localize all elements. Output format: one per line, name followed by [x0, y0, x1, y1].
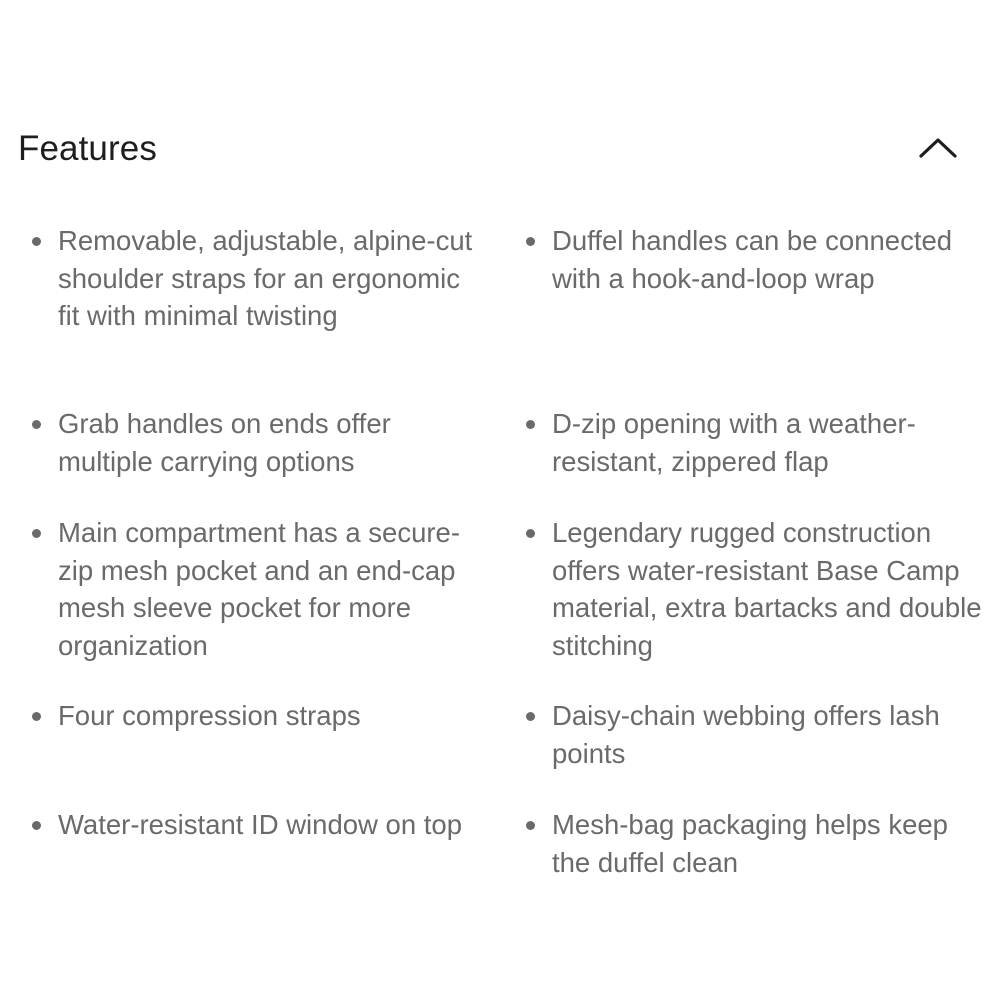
- feature-text: Daisy-chain webbing offers lash points: [552, 700, 940, 769]
- feature-text: Removable, adjustable, alpine-cut shoulder straps for an ergonomic fit with minimal twisting: [58, 225, 473, 331]
- feature-item: [524, 405, 984, 480]
- bullet-icon: [32, 712, 41, 721]
- bullet-icon: [32, 821, 41, 830]
- feature-item: [30, 514, 480, 664]
- feature-item: [524, 697, 984, 772]
- feature-text: Legendary rugged construction offers water-resistant Base Camp material, extra bartacks and double stitching: [552, 517, 982, 661]
- feature-item: [30, 405, 480, 480]
- feature-text: D-zip opening with a weather-resistant, zippered flap: [552, 408, 916, 477]
- features-title: Features: [18, 129, 157, 168]
- feature-text: Mesh-bag packaging helps keep the duffel clean: [552, 809, 948, 878]
- feature-text: Water-resistant ID window on top: [58, 809, 463, 840]
- bullet-icon: [32, 237, 41, 246]
- features-accordion-header[interactable]: [0, 120, 1000, 180]
- feature-text: Duffel handles can be connected with a hook-and-loop wrap: [552, 225, 953, 294]
- feature-text: Grab handles on ends offer multiple carrying options: [58, 408, 391, 477]
- bullet-icon: [32, 529, 41, 538]
- feature-item: [524, 222, 984, 297]
- bullet-icon: [526, 712, 535, 721]
- feature-text: Main compartment has a secure-zip mesh pocket and an end-cap mesh sleeve pocket for more organization: [58, 517, 460, 661]
- bullet-icon: [32, 420, 41, 429]
- bullet-icon: [526, 420, 535, 429]
- bullet-icon: [526, 529, 535, 538]
- feature-item: [30, 806, 480, 844]
- feature-item: [30, 697, 480, 735]
- feature-item: [30, 222, 480, 335]
- bullet-icon: [526, 237, 535, 246]
- bullet-icon: [526, 821, 535, 830]
- feature-item: [524, 806, 984, 881]
- feature-item: [524, 514, 984, 664]
- chevron-up-icon[interactable]: [916, 132, 960, 162]
- feature-text: Four compression straps: [58, 700, 361, 731]
